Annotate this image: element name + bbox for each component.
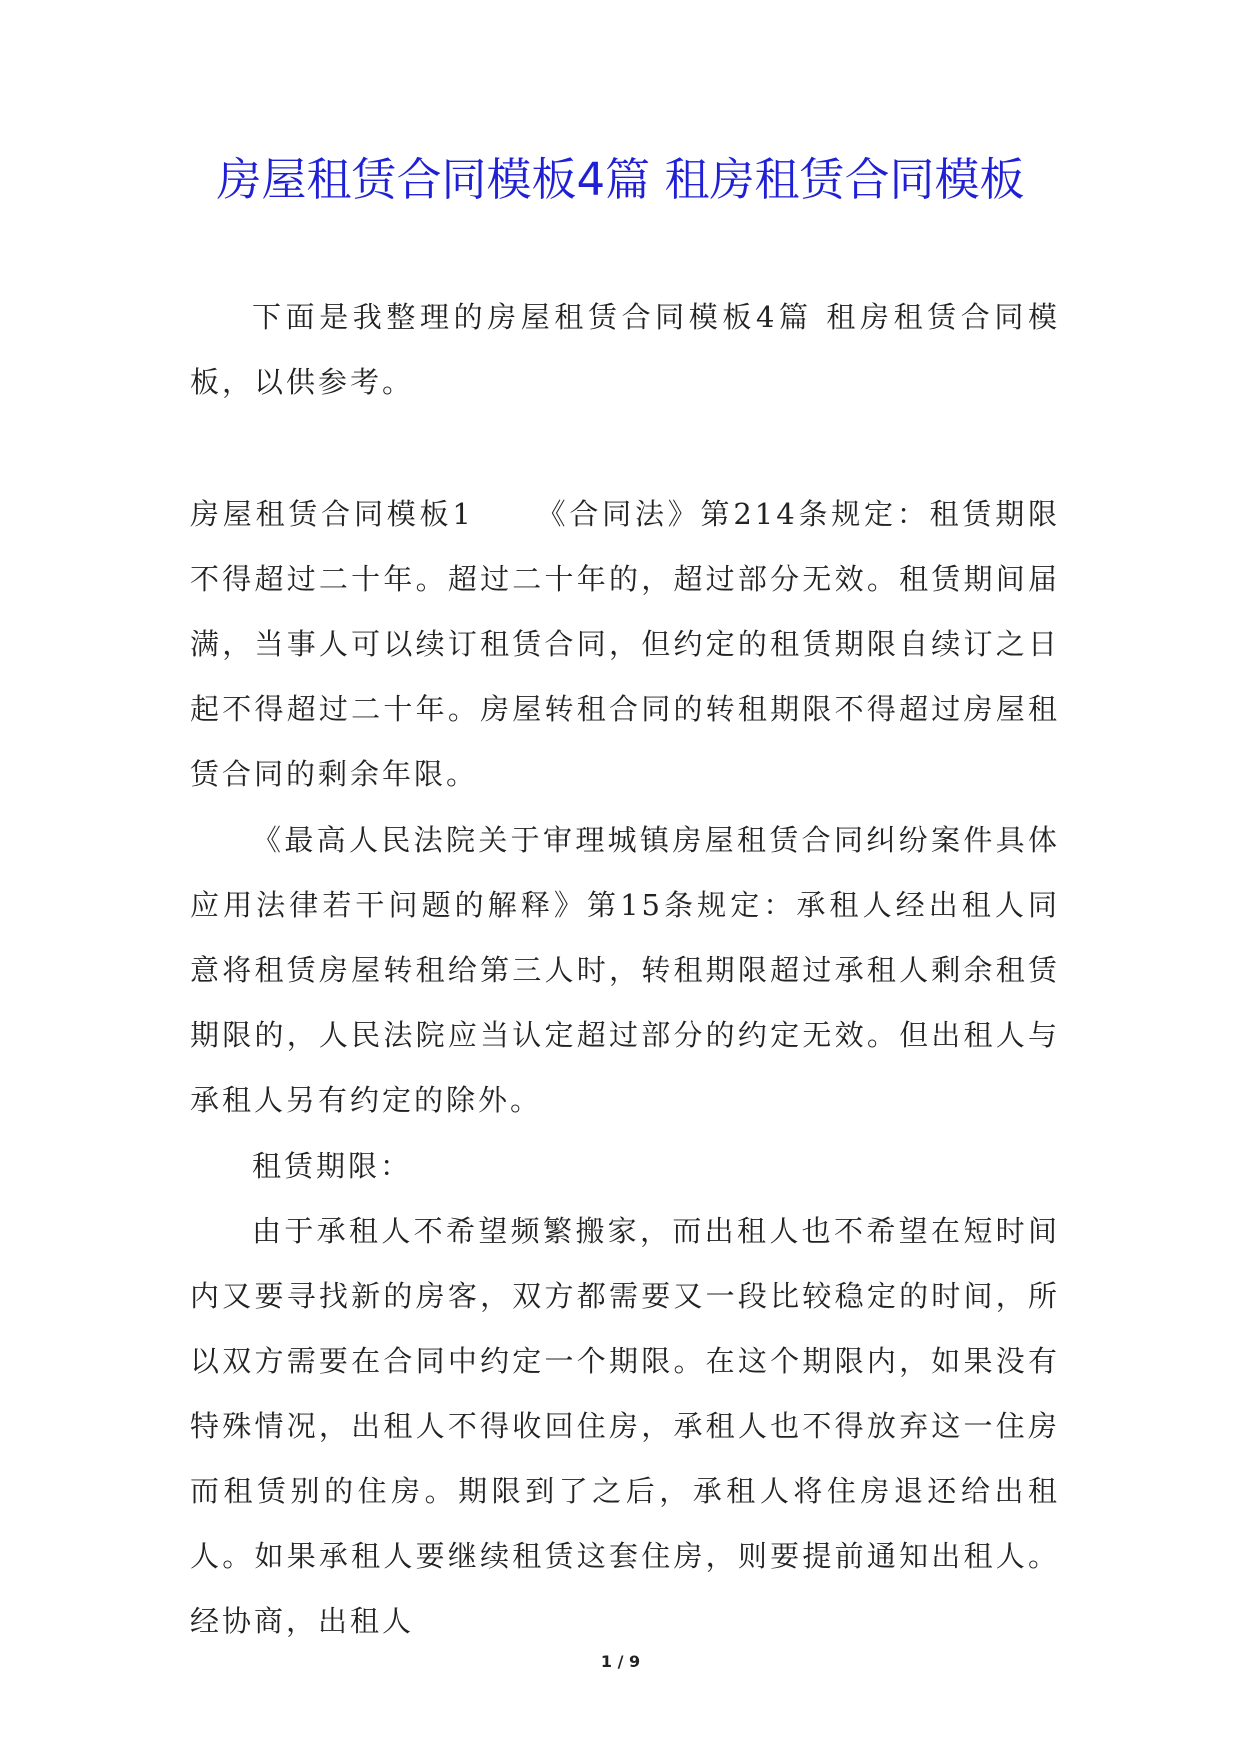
section-1-heading: 房屋租赁合同模板1 [190,497,474,531]
section-1-paragraph [190,482,1060,807]
paragraph-text: 《合同法》第214条规定：租赁期限不得超过二十年。超过二十年的，超过部分无效。租赁期间届满，当事人可以续订租赁合同，但约定的租赁期限自续订之日起不得超过二十年。房屋转租合同的转租期限不得超过房屋租赁合同的剩余年限。 [190,497,1060,791]
intro-paragraph: 下面是我整理的房屋租赁合同模板4篇 租房租赁合同模板，以供参考。 [190,300,1060,399]
page-number: 1 / 9 [600,1652,641,1671]
paragraph-2: 《最高人民法院关于审理城镇房屋租赁合同纠纷案件具体应用法律若干问题的解释》第15条规定：承租人经出租人同意将租赁房屋转租给第三人时，转租期限超过承租人剩余租赁期限的，人民法院应当认定超过部分的约定无效。但出租人与承租人另有约定的除外。 [190,823,1060,1117]
paragraph-4: 由于承租人不希望频繁搬家，而出租人也不希望在短时间内又要寻找新的房客，双方都需要又一段比较稳定的时间，所以双方需要在合同中约定一个期限。在这个期限内，如果没有特殊情况，出租人不得收回住房，承租人也不得放弃这一住房而租赁别的住房。期限到了之后，承租人将住房退还给出租人。如果承租人要继续租赁这套住房，则要提前通知出租人。经协商，出租人 [190,1214,1060,1638]
document-title: 房屋租赁合同模板4篇 租房租赁合同模板 [216,153,1025,206]
paragraph-3: 租赁期限： [252,1149,413,1183]
